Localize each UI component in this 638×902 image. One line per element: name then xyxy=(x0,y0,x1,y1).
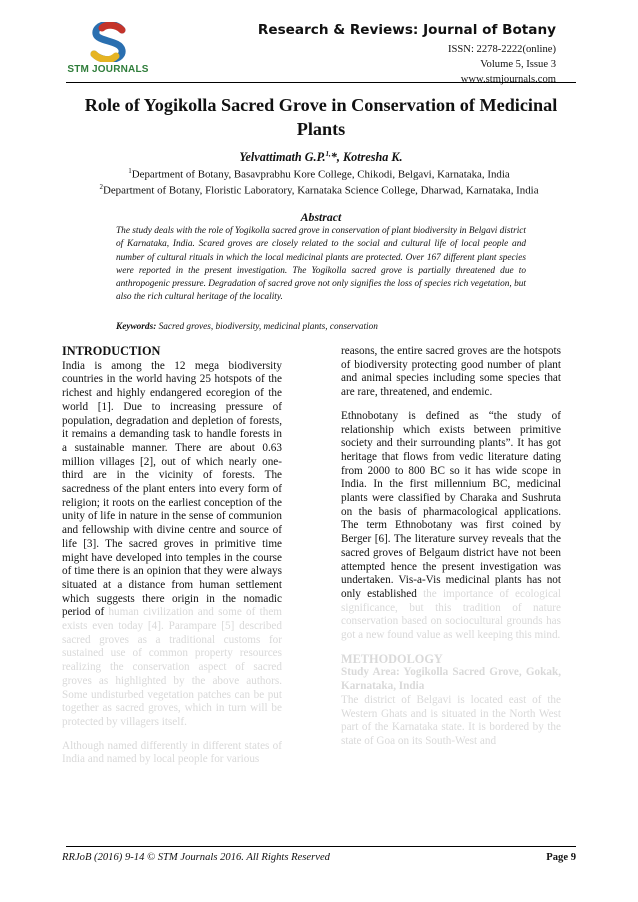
keywords-text: Sacred groves, biodiversity, medicinal plants, conservation xyxy=(158,322,378,332)
methodology-heading: METHODOLOGY xyxy=(341,651,443,666)
journal-info xyxy=(258,22,556,87)
right-paragraph-2-faded: the importance of ecological significance, but this tradition of nature conservation based on sociocultural grounds has got a new found value as well keeping this mind. xyxy=(341,587,562,642)
page-number: Page 9 xyxy=(546,852,576,863)
logo-text: STM JOURNALS xyxy=(67,64,149,75)
right-paragraph-2-text: Ethnobotany is defined as “the study of relationship which exists between primitive society and their surrounding plants”. It has got heritage that flows from vedic literature dating from 2000 to 800 BC so it has wide scope in India. In the first millennium BC, medicinal plants were classified by Charaka and Sushruta on the basis of pharmacological applications. The term Ethnobotany was first coined by Berger [6]. The literature survey reveals that the sacred groves of Belgaum district have not been attempted hence the present investigation was undertaken. Vis-a-Vis medicinal plants has not only established xyxy=(341,409,561,600)
affiliation-1-number: 1 xyxy=(128,167,132,175)
stm-journals-logo xyxy=(66,22,150,78)
affiliation-1 xyxy=(0,167,638,181)
article-authors xyxy=(66,150,576,165)
study-area-heading: Study Area: Yogikolla Sacred Grove, Gokak, Karnataka, India xyxy=(341,666,561,693)
introduction-heading: INTRODUCTION xyxy=(62,344,161,358)
author-2: *, Kotresha K. xyxy=(330,150,403,165)
study-area-paragraph: The district of Belgavi is located east of the Western Ghats and is situated in the North West part of the Karnataka state. It is bordered by the state of Goa on its South-West and xyxy=(341,693,561,747)
keywords-label: Keywords: xyxy=(116,322,157,332)
affiliation-2 xyxy=(0,183,638,197)
header-rule xyxy=(66,82,576,83)
left-column xyxy=(62,345,282,777)
abstract-heading: Abstract xyxy=(300,210,342,224)
author-1-affil-mark: 1, xyxy=(325,150,331,158)
right-paragraph-2 xyxy=(341,410,561,643)
footer-citation: RRJoB (2016) 9-14 © STM Journals 2016. All Rights Reserved xyxy=(62,852,330,863)
footer-rule xyxy=(66,846,576,847)
introduction-paragraph-2-faded: Although named differently in different states of India and named by local people for various xyxy=(62,739,282,766)
introduction-paragraph-1 xyxy=(62,360,282,730)
introduction-paragraph-1-text: India is among the 12 mega biodiversity countries in the world having 25 hotspots of the richest and highly endangered ecoregion of the world [1]. Due to increasing pressure of population, degradation and depletion of forests, it remains a demanding task to handle forests in a sustainable manner. There are about 0.63 million villages [2], out of which nearly one-third are in the vicinity of forests. The sacredness of the plant enters into every form of religion; it roots on the earliest conception of the unity of life in nature in the sense of communion and fellowship with divine centre and source of life [3]. The sacred groves in primitive time might have developed into temples in the course of time there is an opinion that they were always situated at a distance from human settlement which suggests there origin in the nomadic period of xyxy=(62,359,282,619)
journal-issn: ISSN: 2278-2222(online) xyxy=(448,44,556,55)
article-title: Role of Yogikolla Sacred Grove in Conservation of Medicinal Plants xyxy=(84,95,558,139)
right-paragraph-1: reasons, the entire sacred groves are the hotspots of biodiversity protecting good number of plant and animal species including some species that are rare, threatened, and endemic. xyxy=(341,345,561,399)
journal-website[interactable]: www.stmjournals.com xyxy=(460,74,556,85)
abstract-text: The study deals with the role of Yogikolla sacred grove in conservation of plant biodiversity in Belgavi district of Karnataka, India. Scared groves are closely related to the social and cultural life of local people and number of cultural rituals in which the local medicinal plants are protected. Over 167 different plant species were reported in the present investigation. The Yogikolla sacred grove is partially threatened due to anthropogenic pressure. Degradation of sacred grove not only signifies the loss of species rich vegetation, but also the rich cultural heritage of the locality. xyxy=(116,226,526,303)
affiliation-2-number: 2 xyxy=(99,183,103,191)
journal-volume: Volume 5, Issue 3 xyxy=(480,59,556,70)
stm-logo-s-icon xyxy=(86,22,132,62)
right-column xyxy=(341,345,561,759)
keywords xyxy=(116,322,536,332)
affiliation-2-text: Department of Botany, Floristic Laboratory, Karnataka Science College, Dharwad, Karnataka, India xyxy=(102,184,539,197)
affiliation-1-text: Department of Botany, Basavprabhu Kore College, Chikodi, Belgavi, Karnataka, India xyxy=(131,168,510,181)
introduction-paragraph-1-faded: human civilization and some of them exists even today [4]. Parampare [5] described sacred groves as a traditional customs for sustained use of common property resources realizing the conservation aspect of sacred groves as highlighted by the above authors. Some undisturbed vegetation patches can be put together as sacred groves, which in turn will be protected by villagers itself. xyxy=(62,606,282,728)
journal-name: Research & Reviews: Journal of Botany xyxy=(257,22,556,38)
author-1: Yelvattimath G.P. xyxy=(239,150,326,165)
